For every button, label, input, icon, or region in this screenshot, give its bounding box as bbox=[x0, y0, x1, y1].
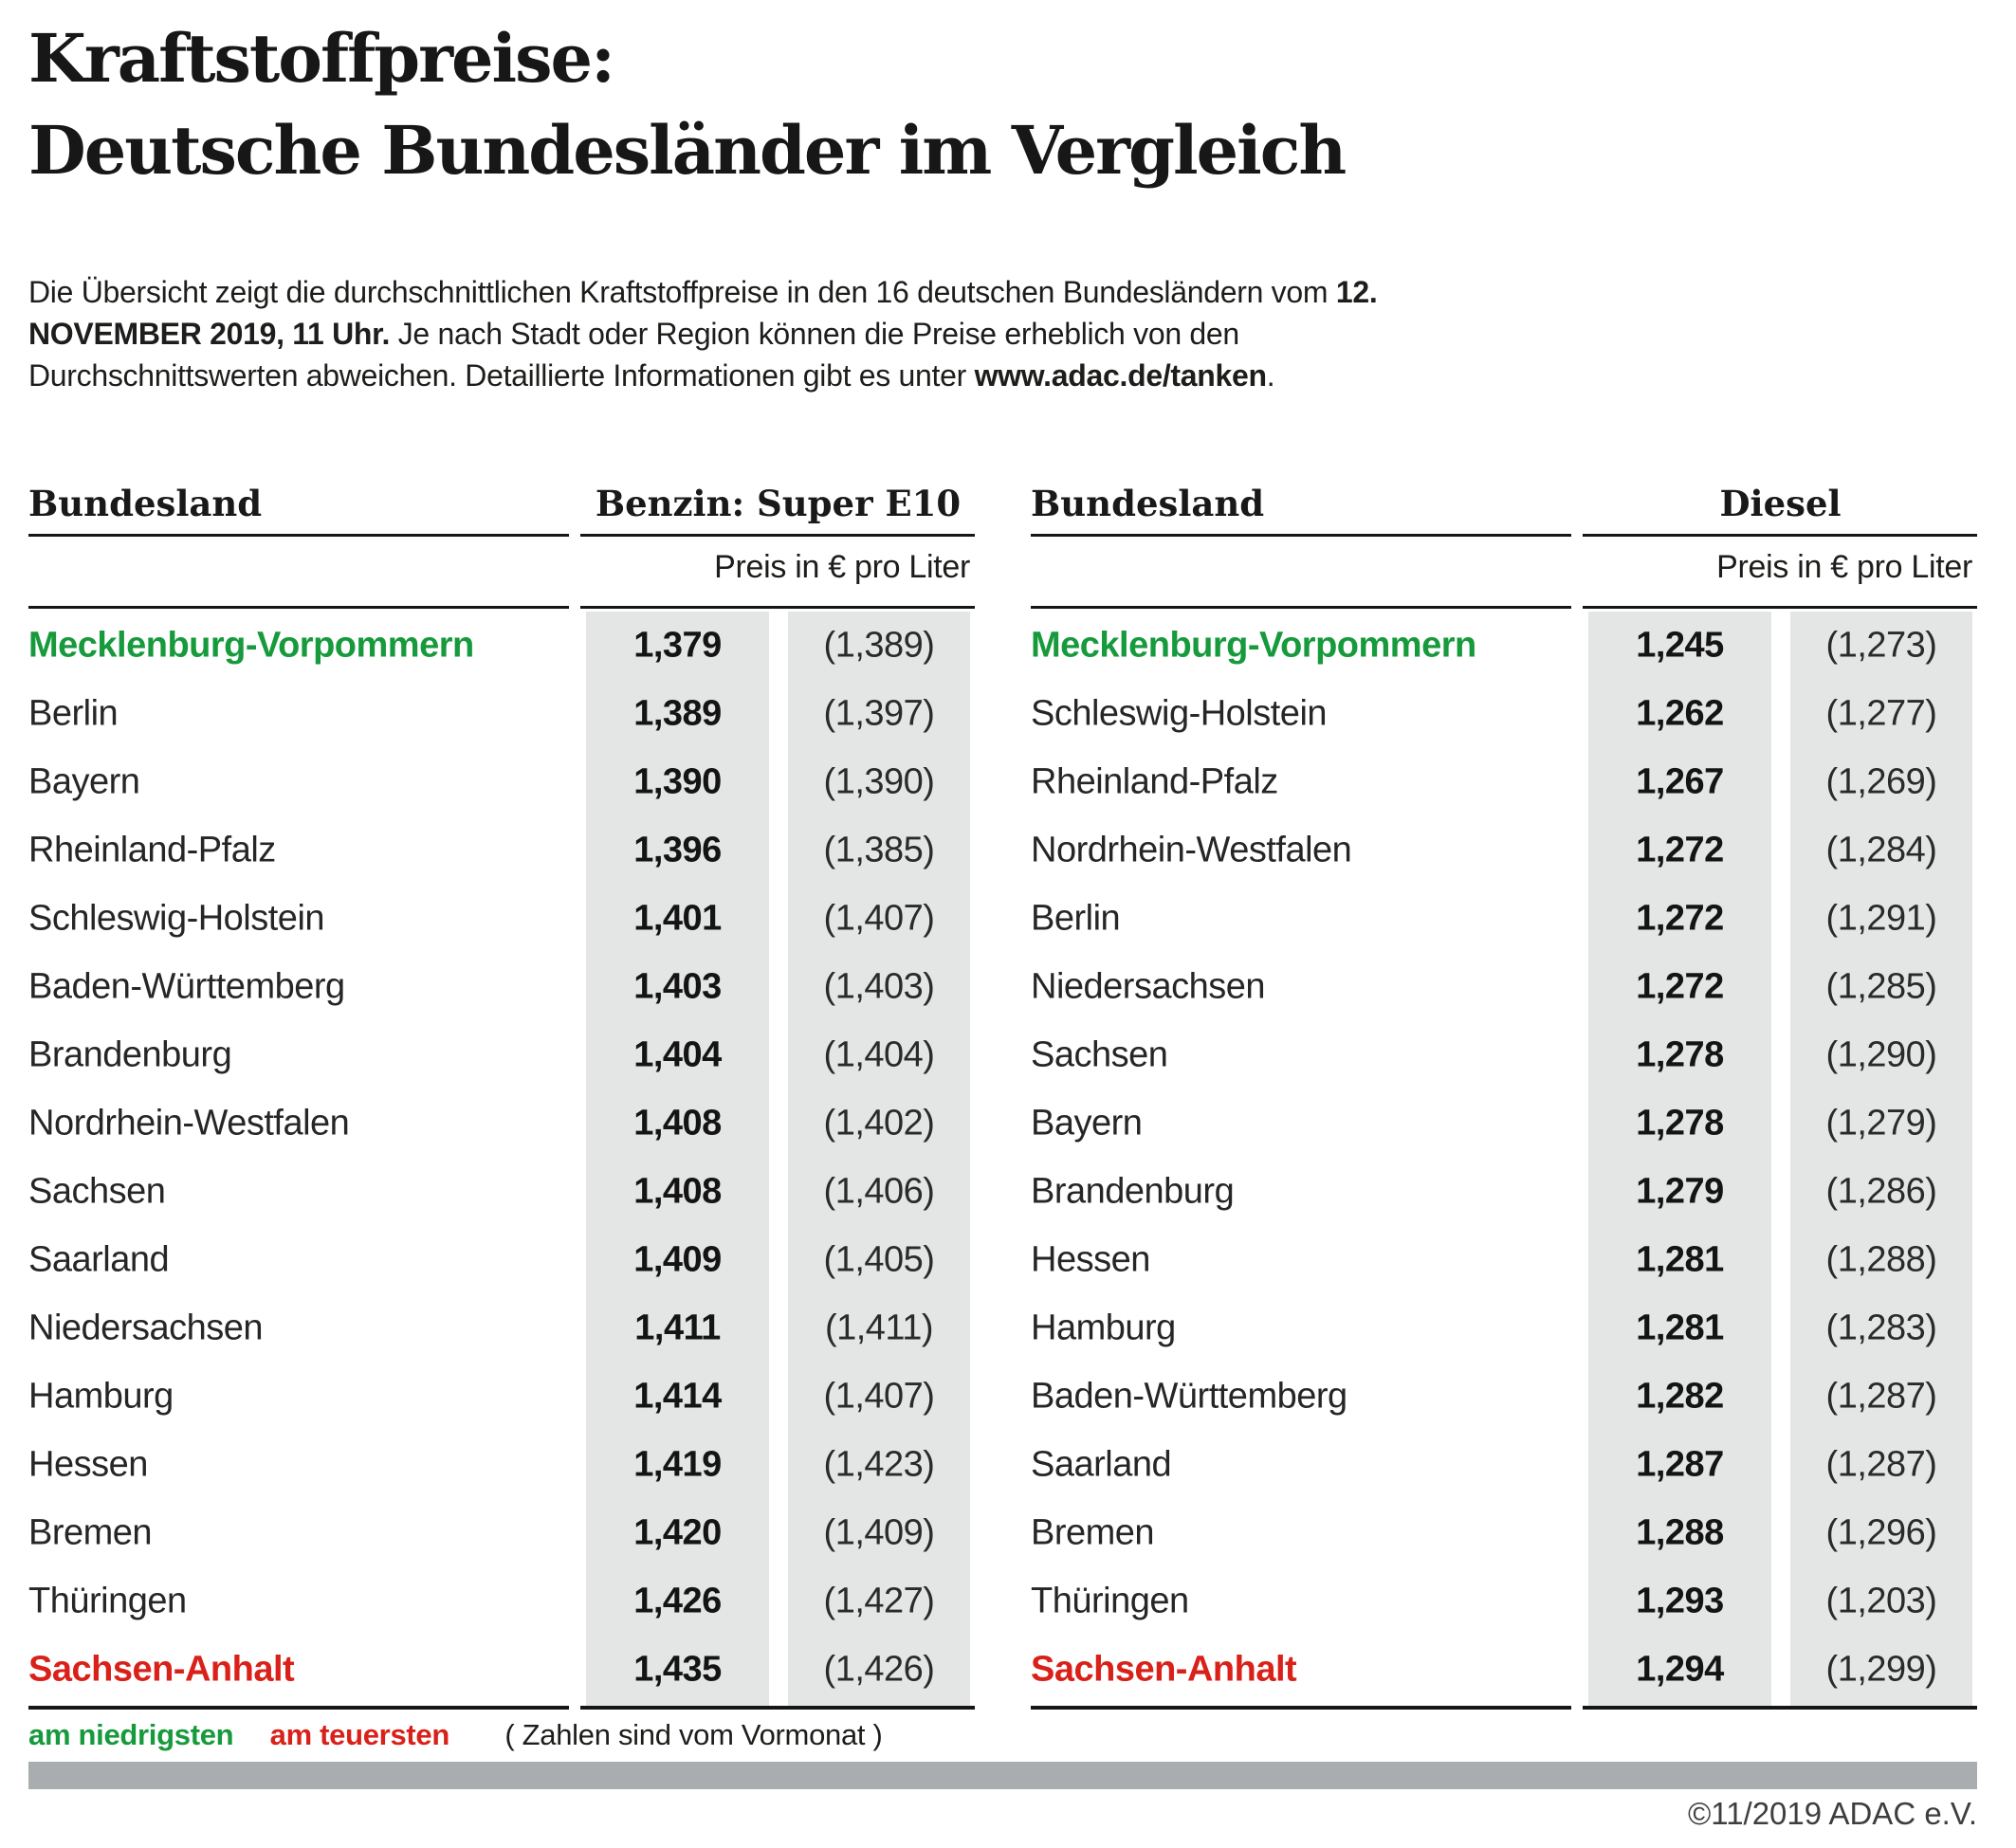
previous-month-value: (1,288) bbox=[1825, 1239, 1937, 1280]
table-row bbox=[28, 816, 975, 885]
fuel-table-diesel bbox=[1031, 479, 1977, 1713]
table-row bbox=[28, 748, 975, 816]
price-value: 1,414 bbox=[633, 1376, 722, 1417]
state-name: Hessen bbox=[1031, 1239, 1150, 1280]
price-value: 1,272 bbox=[1636, 830, 1724, 870]
divider bbox=[1031, 534, 1571, 537]
table-row bbox=[1031, 1363, 1977, 1431]
previous-month-value: (1,402) bbox=[823, 1103, 935, 1144]
intro-url-bold: www.adac.de/tanken bbox=[974, 358, 1267, 393]
table-row bbox=[1031, 885, 1977, 953]
unit-subheader: Preis in € pro Liter bbox=[1716, 549, 1972, 585]
state-name: Sachsen-Anhalt bbox=[1031, 1649, 1297, 1690]
previous-month-value: (1,407) bbox=[823, 1376, 935, 1417]
previous-month-value: (1,403) bbox=[823, 966, 935, 1007]
intro-paragraph bbox=[28, 271, 1512, 396]
price-value: 1,408 bbox=[633, 1103, 722, 1144]
state-name: Berlin bbox=[1031, 898, 1121, 939]
price-value: 1,419 bbox=[633, 1444, 722, 1485]
state-name: Schleswig-Holstein bbox=[28, 898, 325, 939]
previous-month-value: (1,299) bbox=[1825, 1649, 1937, 1690]
table-row bbox=[1031, 816, 1977, 885]
price-value: 1,279 bbox=[1636, 1171, 1724, 1212]
previous-month-value: (1,286) bbox=[1825, 1171, 1937, 1212]
table-row bbox=[28, 1021, 975, 1089]
divider bbox=[28, 1706, 569, 1710]
previous-month-value: (1,296) bbox=[1825, 1512, 1937, 1553]
previous-month-value: (1,427) bbox=[823, 1581, 935, 1621]
previous-month-value: (1,285) bbox=[1825, 966, 1937, 1007]
price-value: 1,404 bbox=[633, 1034, 722, 1075]
divider bbox=[1583, 1706, 1977, 1710]
table-row bbox=[1031, 953, 1977, 1021]
price-value: 1,293 bbox=[1636, 1581, 1724, 1621]
table-row bbox=[1031, 1021, 1977, 1089]
previous-month-value: (1,423) bbox=[823, 1444, 935, 1485]
previous-month-value: (1,404) bbox=[823, 1034, 935, 1075]
state-name: Nordrhein-Westfalen bbox=[1031, 830, 1352, 870]
table-row bbox=[1031, 1499, 1977, 1567]
state-name: Sachsen-Anhalt bbox=[28, 1649, 295, 1690]
table-row bbox=[28, 1294, 975, 1363]
footer-bar bbox=[28, 1762, 1977, 1789]
price-value: 1,389 bbox=[633, 693, 722, 734]
table-row bbox=[28, 885, 975, 953]
copyright-text: ©11/2019 ADAC e.V. bbox=[1687, 1796, 1977, 1831]
price-value: 1,278 bbox=[1636, 1034, 1724, 1075]
table-row bbox=[1031, 1294, 1977, 1363]
table-row bbox=[1031, 1567, 1977, 1636]
state-name: Thüringen bbox=[28, 1581, 187, 1621]
column-header-fuel: Benzin: Super E10 bbox=[595, 483, 962, 524]
price-value: 1,379 bbox=[633, 625, 722, 666]
previous-month-value: (1,287) bbox=[1825, 1444, 1937, 1485]
table-row bbox=[28, 1499, 975, 1567]
price-value: 1,281 bbox=[1636, 1239, 1724, 1280]
legend-highest: am teuersten bbox=[269, 1718, 449, 1751]
table-row bbox=[1031, 1158, 1977, 1226]
previous-month-value: (1,385) bbox=[823, 830, 935, 870]
state-name: Sachsen bbox=[28, 1171, 166, 1212]
price-value: 1,401 bbox=[633, 898, 722, 939]
previous-month-value: (1,426) bbox=[823, 1649, 935, 1690]
divider bbox=[580, 1706, 975, 1710]
previous-month-value: (1,273) bbox=[1825, 625, 1937, 666]
price-value: 1,288 bbox=[1636, 1512, 1724, 1553]
state-name: Baden-Württemberg bbox=[28, 966, 345, 1007]
table-row bbox=[1031, 612, 1977, 680]
fuel-table-benzin bbox=[28, 479, 975, 1713]
price-value: 1,411 bbox=[634, 1308, 721, 1348]
price-value: 1,262 bbox=[1636, 693, 1724, 734]
table-row bbox=[1031, 680, 1977, 748]
table-row bbox=[28, 953, 975, 1021]
previous-month-value: (1,290) bbox=[1825, 1034, 1937, 1075]
previous-month-value: (1,409) bbox=[823, 1512, 935, 1553]
state-name: Schleswig-Holstein bbox=[1031, 693, 1328, 734]
state-name: Hamburg bbox=[28, 1376, 174, 1417]
price-value: 1,278 bbox=[1636, 1103, 1724, 1144]
state-name: Saarland bbox=[1031, 1444, 1172, 1485]
state-name: Hessen bbox=[28, 1444, 148, 1485]
table-row bbox=[1031, 1089, 1977, 1158]
previous-month-value: (1,269) bbox=[1825, 761, 1937, 802]
divider bbox=[1031, 1706, 1571, 1710]
state-name: Brandenburg bbox=[28, 1034, 232, 1075]
table-row bbox=[28, 1158, 975, 1226]
previous-month-value: (1,407) bbox=[823, 898, 935, 939]
price-value: 1,435 bbox=[633, 1649, 722, 1690]
state-name: Berlin bbox=[28, 693, 119, 734]
state-name: Bayern bbox=[1031, 1103, 1143, 1144]
divider bbox=[1031, 606, 1571, 609]
price-value: 1,409 bbox=[633, 1239, 722, 1280]
previous-month-value: (1,283) bbox=[1825, 1308, 1937, 1348]
state-name: Mecklenburg-Vorpommern bbox=[1031, 625, 1476, 666]
price-value: 1,272 bbox=[1636, 966, 1724, 1007]
previous-month-value: (1,405) bbox=[823, 1239, 935, 1280]
intro-text: Die Übersicht zeigt die durchschnittlichen Kraftstoffpreise in den 16 deutschen Bundesländern vom bbox=[28, 275, 1336, 309]
table-body bbox=[1031, 612, 1977, 1710]
table-row bbox=[1031, 1431, 1977, 1499]
price-value: 1,403 bbox=[633, 966, 722, 1007]
column-header-fuel: Diesel bbox=[1719, 483, 1842, 524]
table-row bbox=[28, 1567, 975, 1636]
intro-text: . bbox=[1266, 358, 1275, 393]
table-row bbox=[28, 1636, 975, 1704]
state-name: Saarland bbox=[28, 1239, 170, 1280]
column-header-bundesland: Bundesland bbox=[28, 483, 263, 524]
table-row bbox=[28, 612, 975, 680]
title-line-1: Kraftstoffpreise: bbox=[28, 19, 614, 98]
state-name: Thüringen bbox=[1031, 1581, 1189, 1621]
previous-month-value: (1,291) bbox=[1825, 898, 1937, 939]
price-value: 1,272 bbox=[1636, 898, 1724, 939]
previous-month-value: (1,203) bbox=[1825, 1581, 1937, 1621]
state-name: Baden-Württemberg bbox=[1031, 1376, 1347, 1417]
state-name: Bremen bbox=[1031, 1512, 1155, 1553]
table-row bbox=[1031, 1226, 1977, 1294]
title-line-2: Deutsche Bundesländer im Vergleich bbox=[28, 110, 1346, 190]
previous-month-value: (1,284) bbox=[1825, 830, 1937, 870]
state-name: Sachsen bbox=[1031, 1034, 1168, 1075]
price-value: 1,408 bbox=[633, 1171, 722, 1212]
previous-month-value: (1,277) bbox=[1825, 693, 1937, 734]
previous-month-value: (1,389) bbox=[823, 625, 935, 666]
price-value: 1,245 bbox=[1636, 625, 1724, 666]
divider bbox=[1583, 534, 1977, 537]
table-row bbox=[28, 1431, 975, 1499]
column-header-bundesland: Bundesland bbox=[1031, 483, 1265, 524]
previous-month-value: (1,287) bbox=[1825, 1376, 1937, 1417]
previous-month-value: (1,406) bbox=[823, 1171, 935, 1212]
price-value: 1,396 bbox=[633, 830, 722, 870]
state-name: Nordrhein-Westfalen bbox=[28, 1103, 350, 1144]
state-name: Niedersachsen bbox=[1031, 966, 1265, 1007]
page-title bbox=[28, 13, 1345, 196]
table-row bbox=[1031, 1636, 1977, 1704]
legend-lowest: am niedrigsten bbox=[28, 1718, 234, 1751]
state-name: Brandenburg bbox=[1031, 1171, 1235, 1212]
divider bbox=[1583, 606, 1977, 609]
price-value: 1,287 bbox=[1636, 1444, 1724, 1485]
state-name: Niedersachsen bbox=[28, 1308, 263, 1348]
state-name: Rheinland-Pfalz bbox=[28, 830, 276, 870]
table-row bbox=[28, 680, 975, 748]
divider bbox=[28, 606, 569, 609]
divider bbox=[580, 606, 975, 609]
legend-note: ( Zahlen sind vom Vormonat ) bbox=[504, 1718, 883, 1751]
price-value: 1,294 bbox=[1636, 1649, 1724, 1690]
table-body bbox=[28, 612, 975, 1710]
price-value: 1,281 bbox=[1636, 1308, 1724, 1348]
state-name: Mecklenburg-Vorpommern bbox=[28, 625, 474, 666]
state-name: Bayern bbox=[28, 761, 140, 802]
price-value: 1,282 bbox=[1636, 1376, 1724, 1417]
unit-subheader: Preis in € pro Liter bbox=[714, 549, 970, 585]
table-row bbox=[28, 1226, 975, 1294]
state-name: Hamburg bbox=[1031, 1308, 1176, 1348]
price-value: 1,390 bbox=[633, 761, 722, 802]
divider bbox=[580, 534, 975, 537]
state-name: Bremen bbox=[28, 1512, 153, 1553]
table-row bbox=[28, 1363, 975, 1431]
table-row bbox=[28, 1089, 975, 1158]
state-name: Rheinland-Pfalz bbox=[1031, 761, 1278, 802]
intro-date-bold: 12. NOVEMBER 2019, 11 Uhr. bbox=[28, 275, 1378, 352]
price-value: 1,426 bbox=[633, 1581, 722, 1621]
previous-month-value: (1,397) bbox=[823, 693, 935, 734]
price-value: 1,420 bbox=[633, 1512, 722, 1553]
previous-month-value: (1,411) bbox=[824, 1308, 934, 1348]
legend bbox=[28, 1718, 883, 1752]
table-row bbox=[1031, 748, 1977, 816]
divider bbox=[28, 534, 569, 537]
previous-month-value: (1,279) bbox=[1825, 1103, 1937, 1144]
previous-month-value: (1,390) bbox=[823, 761, 935, 802]
intro-text: Je nach Stadt oder Region können die Preise erheblich von den Durchschnittswerten abweichen. Detaillierte Informationen gibt es unter bbox=[28, 317, 1239, 393]
price-value: 1,267 bbox=[1636, 761, 1724, 802]
